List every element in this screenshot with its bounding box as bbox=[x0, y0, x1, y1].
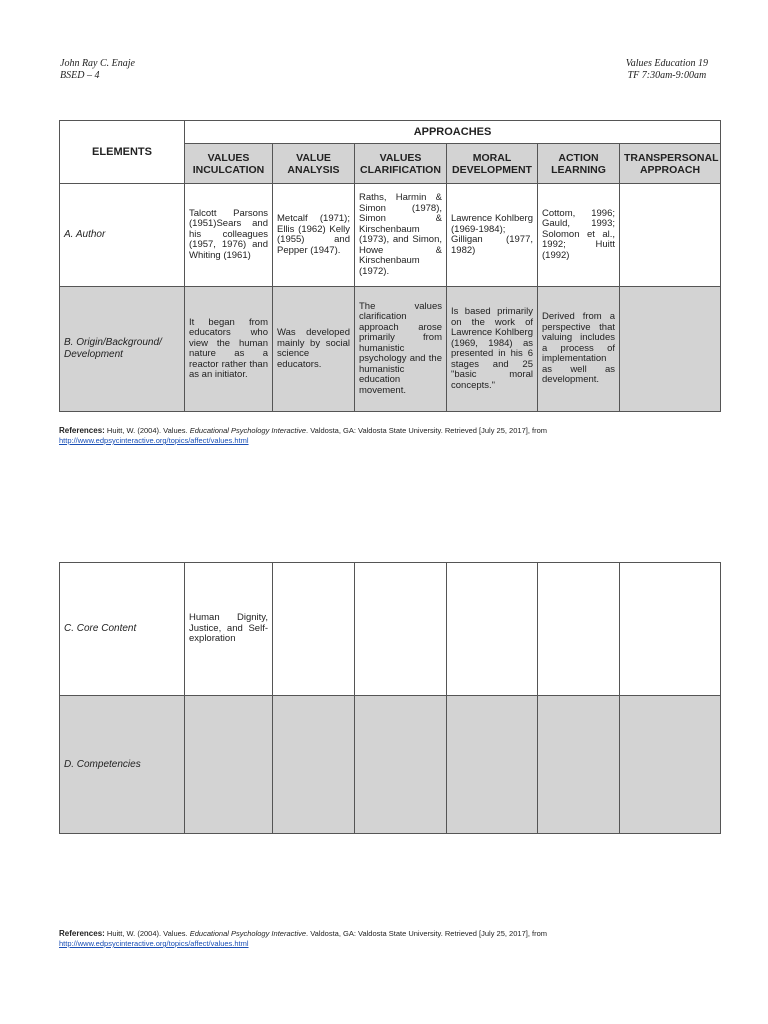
column-header: VALUE ANALYSIS bbox=[273, 144, 355, 184]
table-cell bbox=[185, 696, 273, 834]
approaches-header: APPROACHES bbox=[185, 121, 721, 144]
program-label: BSED – 4 bbox=[60, 70, 100, 81]
table-cell: Cottom, 1996; Gauld, 1993; Solomon et al., 1992; Huitt (1992) bbox=[538, 184, 620, 287]
column-header: VALUES INCULCATION bbox=[185, 144, 273, 184]
author-name: John Ray C. Enaje bbox=[60, 58, 135, 69]
references-label: References: bbox=[59, 929, 105, 938]
table-cell bbox=[355, 563, 447, 696]
table-cell: Derived from a perspective that valuing includes a process of implementation as well as development. bbox=[538, 287, 620, 412]
table-row bbox=[60, 696, 721, 834]
row-label-author: A. Author bbox=[60, 184, 185, 287]
table-cell: Was developed mainly by social science educators. bbox=[273, 287, 355, 412]
reference-link[interactable]: http://www.edpsycinteractive.org/topics/affect/values.html bbox=[59, 939, 249, 948]
course-title: Values Education 19 bbox=[625, 58, 708, 69]
table-cell bbox=[538, 696, 620, 834]
table-cell: Is based primarily on the work of Lawrence Kohlberg (1969, 1984) as presented in his 6 stages and 25 "basic moral concepts." bbox=[447, 287, 538, 412]
header-right bbox=[626, 58, 708, 82]
header-left bbox=[60, 58, 135, 82]
reference-text: Huitt, W. (2004). Values. bbox=[106, 929, 190, 938]
elements-header: ELEMENTS bbox=[60, 121, 185, 184]
table-cell bbox=[273, 696, 355, 834]
table-cell bbox=[447, 696, 538, 834]
row-label-competencies: D. Competencies bbox=[60, 696, 185, 834]
row-label-core-content: C. Core Content bbox=[60, 563, 185, 696]
reference-link[interactable]: http://www.edpsycinteractive.org/topics/affect/values.html bbox=[59, 436, 249, 445]
references-label: References: bbox=[59, 426, 105, 435]
table-row bbox=[60, 563, 721, 696]
column-header: TRANSPERSONAL APPROACH bbox=[620, 144, 721, 184]
class-schedule: TF 7:30am-9:00am bbox=[627, 70, 707, 81]
reference-journal: Educational Psychology Interactive bbox=[189, 929, 307, 938]
table-cell: It began from educators who view the human nature as a reactor rather than as an initiator. bbox=[185, 287, 273, 412]
table-cell bbox=[273, 563, 355, 696]
column-header: MORAL DEVELOPMENT bbox=[447, 144, 538, 184]
table-cell: Raths, Harmin & Simon (1978), Simon & Kirschenbaum (1973), and Simon, Howe & Kirschenbaum (1972). bbox=[355, 184, 447, 287]
reference-text: Huitt, W. (2004). Values. bbox=[106, 426, 190, 435]
row-label-origin: B. Origin/Background/ Development bbox=[60, 287, 185, 412]
table-row bbox=[60, 287, 721, 412]
table-cell bbox=[355, 696, 447, 834]
references-note bbox=[59, 426, 719, 446]
table-cell bbox=[538, 563, 620, 696]
approaches-table-part-2 bbox=[59, 562, 721, 834]
table-cell bbox=[447, 563, 538, 696]
table-cell: Talcott Parsons (1951)Sears and his colleagues (1957, 1976) and Whiting (1961) bbox=[185, 184, 273, 287]
table-row bbox=[60, 184, 721, 287]
table-cell bbox=[620, 696, 721, 834]
table-cell: Human Dignity, Justice, and Self-exploration bbox=[185, 563, 273, 696]
reference-text-end: . Valdosta, GA: Valdosta State University. Retrieved [July 25, 2017], from bbox=[306, 426, 547, 435]
column-header: ACTION LEARNING bbox=[538, 144, 620, 184]
table-cell: Lawrence Kohlberg (1969-1984); Gilligan (1977, 1982) bbox=[447, 184, 538, 287]
table-cell: Metcalf (1971); Ellis (1962) Kelly (1955) and Pepper (1947). bbox=[273, 184, 355, 287]
table-cell bbox=[620, 563, 721, 696]
references-note-footer bbox=[59, 929, 719, 949]
reference-journal: Educational Psychology Interactive bbox=[189, 426, 307, 435]
table-cell bbox=[620, 184, 721, 287]
table-cell: The values clarification approach arose primarily from humanistic psychology and the humanistic education movement. bbox=[355, 287, 447, 412]
approaches-table-part-1 bbox=[59, 120, 721, 412]
column-header: VALUES CLARIFICATION bbox=[355, 144, 447, 184]
table-cell bbox=[620, 287, 721, 412]
reference-text-end: . Valdosta, GA: Valdosta State University. Retrieved [July 25, 2017], from bbox=[306, 929, 547, 938]
